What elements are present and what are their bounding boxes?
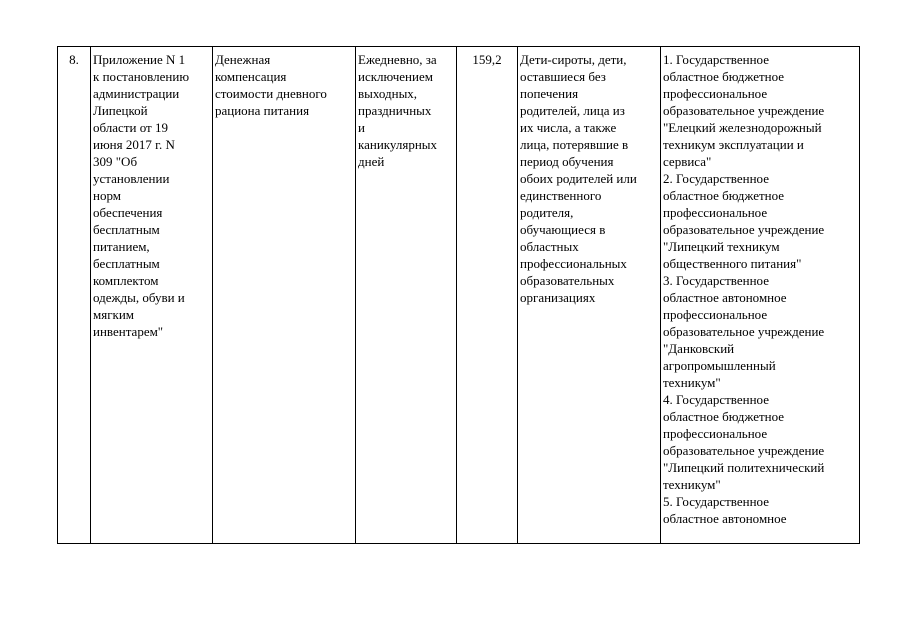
- text-line: областное бюджетное: [663, 188, 785, 203]
- text-line: 5. Государственное: [663, 494, 769, 509]
- text-line: "Елецкий железнодорожный: [663, 120, 822, 135]
- text-line: норм: [93, 188, 121, 203]
- text-line: образовательное учреждение: [663, 103, 825, 118]
- text-line: исключением: [358, 69, 433, 84]
- text-line: областное бюджетное: [663, 69, 785, 84]
- text-line: профессиональное: [663, 205, 768, 220]
- text-line: организациях: [520, 290, 596, 305]
- text-line: стоимости дневного: [215, 86, 327, 101]
- text-line: областное автономное: [663, 511, 787, 526]
- payment-type-text: [215, 51, 353, 119]
- text-line: их числа, а также: [520, 120, 617, 135]
- frequency-cell: [356, 47, 457, 544]
- text-line: 309 "Об: [93, 154, 138, 169]
- text-line: родителя,: [520, 205, 574, 220]
- text-line: образовательное учреждение: [663, 443, 825, 458]
- text-line: компенсация: [215, 69, 287, 84]
- text-line: области от 19: [93, 120, 168, 135]
- recipients-text: [520, 51, 658, 306]
- text-line: областных: [520, 239, 579, 254]
- text-line: "Липецкий политехнический: [663, 460, 825, 475]
- legal-basis-cell: [91, 47, 213, 544]
- institutions-cell: [661, 47, 860, 544]
- text-line: Денежная: [215, 52, 271, 67]
- text-line: профессиональное: [663, 86, 768, 101]
- row-number-cell: [58, 47, 91, 544]
- text-line: 2. Государственное: [663, 171, 769, 186]
- text-line: лица, потерявшие в: [520, 137, 629, 152]
- text-line: администрации: [93, 86, 180, 101]
- amount-value: 159,2: [472, 52, 502, 67]
- institutions-text: [663, 51, 857, 527]
- text-line: образовательных: [520, 273, 615, 288]
- text-line: Дети-сироты, дети,: [520, 52, 627, 67]
- text-line: единственного: [520, 188, 602, 203]
- text-line: инвентарем": [93, 324, 164, 339]
- text-line: обеспечения: [93, 205, 163, 220]
- text-line: Ежедневно, за: [358, 52, 437, 67]
- text-line: профессиональных: [520, 256, 627, 271]
- text-line: 1. Государственное: [663, 52, 769, 67]
- text-line: образовательное учреждение: [663, 222, 825, 237]
- text-line: праздничных: [358, 103, 432, 118]
- text-line: образовательное учреждение: [663, 324, 825, 339]
- text-line: обоих родителей или: [520, 171, 637, 186]
- text-line: общественного питания": [663, 256, 802, 271]
- text-line: сервиса": [663, 154, 712, 169]
- table-row: [58, 47, 860, 544]
- text-line: 3. Государственное: [663, 273, 769, 288]
- text-line: дней: [358, 154, 385, 169]
- text-line: профессиональное: [663, 426, 768, 441]
- legal-basis-text: [93, 51, 210, 340]
- text-line: мягким: [93, 307, 135, 322]
- benefits-table: [57, 46, 860, 544]
- text-line: техникум": [663, 375, 721, 390]
- text-line: бесплатным: [93, 256, 160, 271]
- text-line: установлении: [93, 171, 170, 186]
- frequency-text: [358, 51, 454, 170]
- text-line: областное бюджетное: [663, 409, 785, 424]
- text-line: "Липецкий техникум: [663, 239, 780, 254]
- text-line: техникум эксплуатации и: [663, 137, 804, 152]
- text-line: июня 2017 г. N: [93, 137, 175, 152]
- text-line: период обучения: [520, 154, 614, 169]
- text-line: оставшиеся без: [520, 69, 606, 84]
- text-line: "Данковский: [663, 341, 735, 356]
- text-line: питанием,: [93, 239, 150, 254]
- text-line: одежды, обуви и: [93, 290, 185, 305]
- text-line: и: [358, 120, 365, 135]
- text-line: родителей, лица из: [520, 103, 625, 118]
- text-line: каникулярных: [358, 137, 438, 152]
- text-line: к постановлению: [93, 69, 190, 84]
- text-line: рациона питания: [215, 103, 310, 118]
- payment-type-cell: [213, 47, 356, 544]
- text-line: Липецкой: [93, 103, 148, 118]
- text-line: попечения: [520, 86, 579, 101]
- recipients-cell: [518, 47, 661, 544]
- text-line: 4. Государственное: [663, 392, 769, 407]
- row-number: 8.: [69, 52, 79, 67]
- text-line: комплектом: [93, 273, 159, 288]
- text-line: техникум": [663, 477, 721, 492]
- text-line: областное автономное: [663, 290, 787, 305]
- text-line: обучающиеся в: [520, 222, 606, 237]
- text-line: бесплатным: [93, 222, 160, 237]
- text-line: агропромышленный: [663, 358, 776, 373]
- text-line: профессиональное: [663, 307, 768, 322]
- amount-cell: [457, 47, 518, 544]
- text-line: выходных,: [358, 86, 418, 101]
- text-line: Приложение N 1: [93, 52, 186, 67]
